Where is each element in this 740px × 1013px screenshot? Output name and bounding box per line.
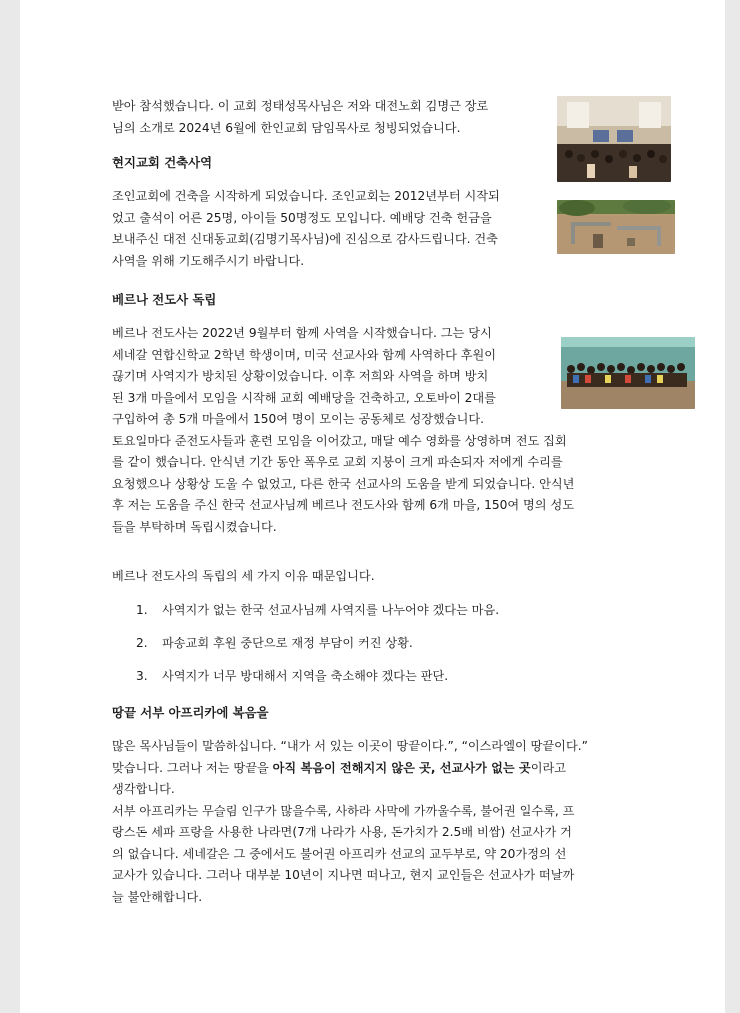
text-line: 이라고: [530, 760, 567, 775]
text-line: 구입하여 총 5개 마을에서 150여 명이 모이는 공동체로 성장했습니다.: [112, 412, 484, 426]
westafrica-body: [112, 736, 662, 908]
congregation-group-photo: [561, 337, 695, 409]
text-line: 베르나 전도사의 독립의 세 가지 이유 때문입니다.: [112, 569, 375, 583]
document-page: [20, 0, 725, 1013]
list-item: [136, 633, 413, 655]
church-interior-image: [557, 96, 671, 182]
section-heading: 베르나 전도사 독립: [112, 292, 217, 307]
text-line: 끊기며 사역지가 방치된 상황이었습니다. 이후 저희와 사역을 하며 방치: [112, 369, 489, 383]
list-item: [136, 600, 499, 622]
text-line: 의 없습니다. 세네갈은 그 중에서도 불어권 아프리카 선교의 교두부로, 약 20가정의 선: [112, 846, 567, 861]
list-number: 1.: [136, 603, 148, 617]
list-text: 사역지가 너무 방대해서 지역을 축소해야 겠다는 판단.: [162, 669, 449, 683]
text-line: 생각합니다.: [112, 782, 175, 796]
text-line: 받아 참석했습니다. 이 교회 정태성목사님은 저와 대전노회 김명근 장로: [112, 99, 489, 113]
emphasis-text: 아직 복음이 전해지지 않은 곳, 선교사가 없는 곳: [272, 760, 531, 775]
text-line: 랑스돈 세파 프랑을 사용한 나라면(7개 나라가 사용, 돈가치가 2.5배 비쌈) 선교사가 거: [112, 825, 572, 839]
text-line: 늘 불안해합니다.: [112, 889, 203, 904]
list-text: 파송교회 후원 중단으로 재정 부담이 커진 상황.: [162, 636, 413, 650]
intro-paragraph: [112, 96, 572, 139]
text-line: 토요일마다 준전도사들과 훈련 모임을 이어갔고, 매달 예수 영화를 상영하며 전도 집회: [112, 433, 567, 448]
westafrica-paragraph: [112, 736, 662, 908]
text-line: 후 저는 도움을 주신 한국 선교사님께 베르나 전도사와 함께 6개 마을, 150여 명의 성도: [112, 498, 574, 512]
text-line: 님의 소개로 2024년 6월에 한인교회 담임목사로 청빙되었습니다.: [112, 120, 461, 135]
church-interior-photo: [557, 96, 671, 182]
text-line: 많은 목사님들이 말씀하십니다. “내가 서 있는 이곳이 땅끝이다.”, “이스라엘이 땅끝이다.”: [112, 739, 588, 753]
section-westafrica: [112, 702, 662, 724]
text-line: 교사가 있습니다. 그러나 대부분 10년이 지나면 떠나고, 현지 교인들은 선교사가 떠날까: [112, 868, 575, 882]
text-line: 요청했으나 상황상 도울 수 없었고, 다른 한국 선교사의 도움을 받게 되었습니다. 안식년: [112, 476, 575, 491]
text-line: 된 3개 마을에서 모임을 시작해 교회 예배당을 건축하고, 오토바이 2대를: [112, 390, 496, 405]
text-line: 베르나 전도사는 2022년 9월부터 함께 사역을 시작했습니다. 그는 당시: [112, 326, 492, 340]
construction-paragraph: [112, 186, 572, 272]
list-item: [136, 666, 448, 688]
text-line: 서부 아프리카는 무슬림 인구가 많을수록, 사하라 사막에 가까울수록, 불어권 일수록, 프: [112, 803, 575, 818]
text-line: 조인교회에 건축을 시작하게 되었습니다. 조인교회는 2012년부터 시작되: [112, 189, 500, 203]
text-line: 를 같이 했습니다. 안식년 기간 동안 폭우로 교회 지붕이 크게 파손되자 저에게 수리를: [112, 455, 563, 469]
section-heading: 땅끝 서부 아프리카에 복음을: [112, 705, 269, 720]
congregation-group-image: [561, 337, 695, 409]
section-berna: [112, 289, 662, 311]
text-line: 사역을 위해 기도해주시기 바랍니다.: [112, 253, 305, 268]
text-line: 보내주신 대전 신대동교회(김명기목사님)에 진심으로 감사드립니다. 건축: [112, 232, 498, 246]
text-line: 들을 부탁하며 독립시켰습니다.: [112, 519, 277, 534]
section-heading: 현지교회 건축사역: [112, 155, 213, 170]
text-line: 었고 출석이 어른 25명, 아이들 50명정도 모입니다. 예배당 건축 헌금을: [112, 210, 492, 225]
list-text: 사역지가 없는 한국 선교사님께 사역지를 나누어야 겠다는 마음.: [162, 603, 500, 617]
text-line: 맞습니다. 그러나 저는 땅끝을: [112, 760, 273, 775]
text-line: 세네갈 연합신학교 2학년 학생이며, 미국 선교사와 함께 사역하다 후원이: [112, 347, 497, 362]
list-number: 3.: [136, 669, 148, 683]
list-number: 2.: [136, 636, 148, 650]
construction-site-image: [557, 200, 675, 254]
reasons-intro: [112, 566, 662, 588]
construction-site-photo: [557, 200, 675, 254]
